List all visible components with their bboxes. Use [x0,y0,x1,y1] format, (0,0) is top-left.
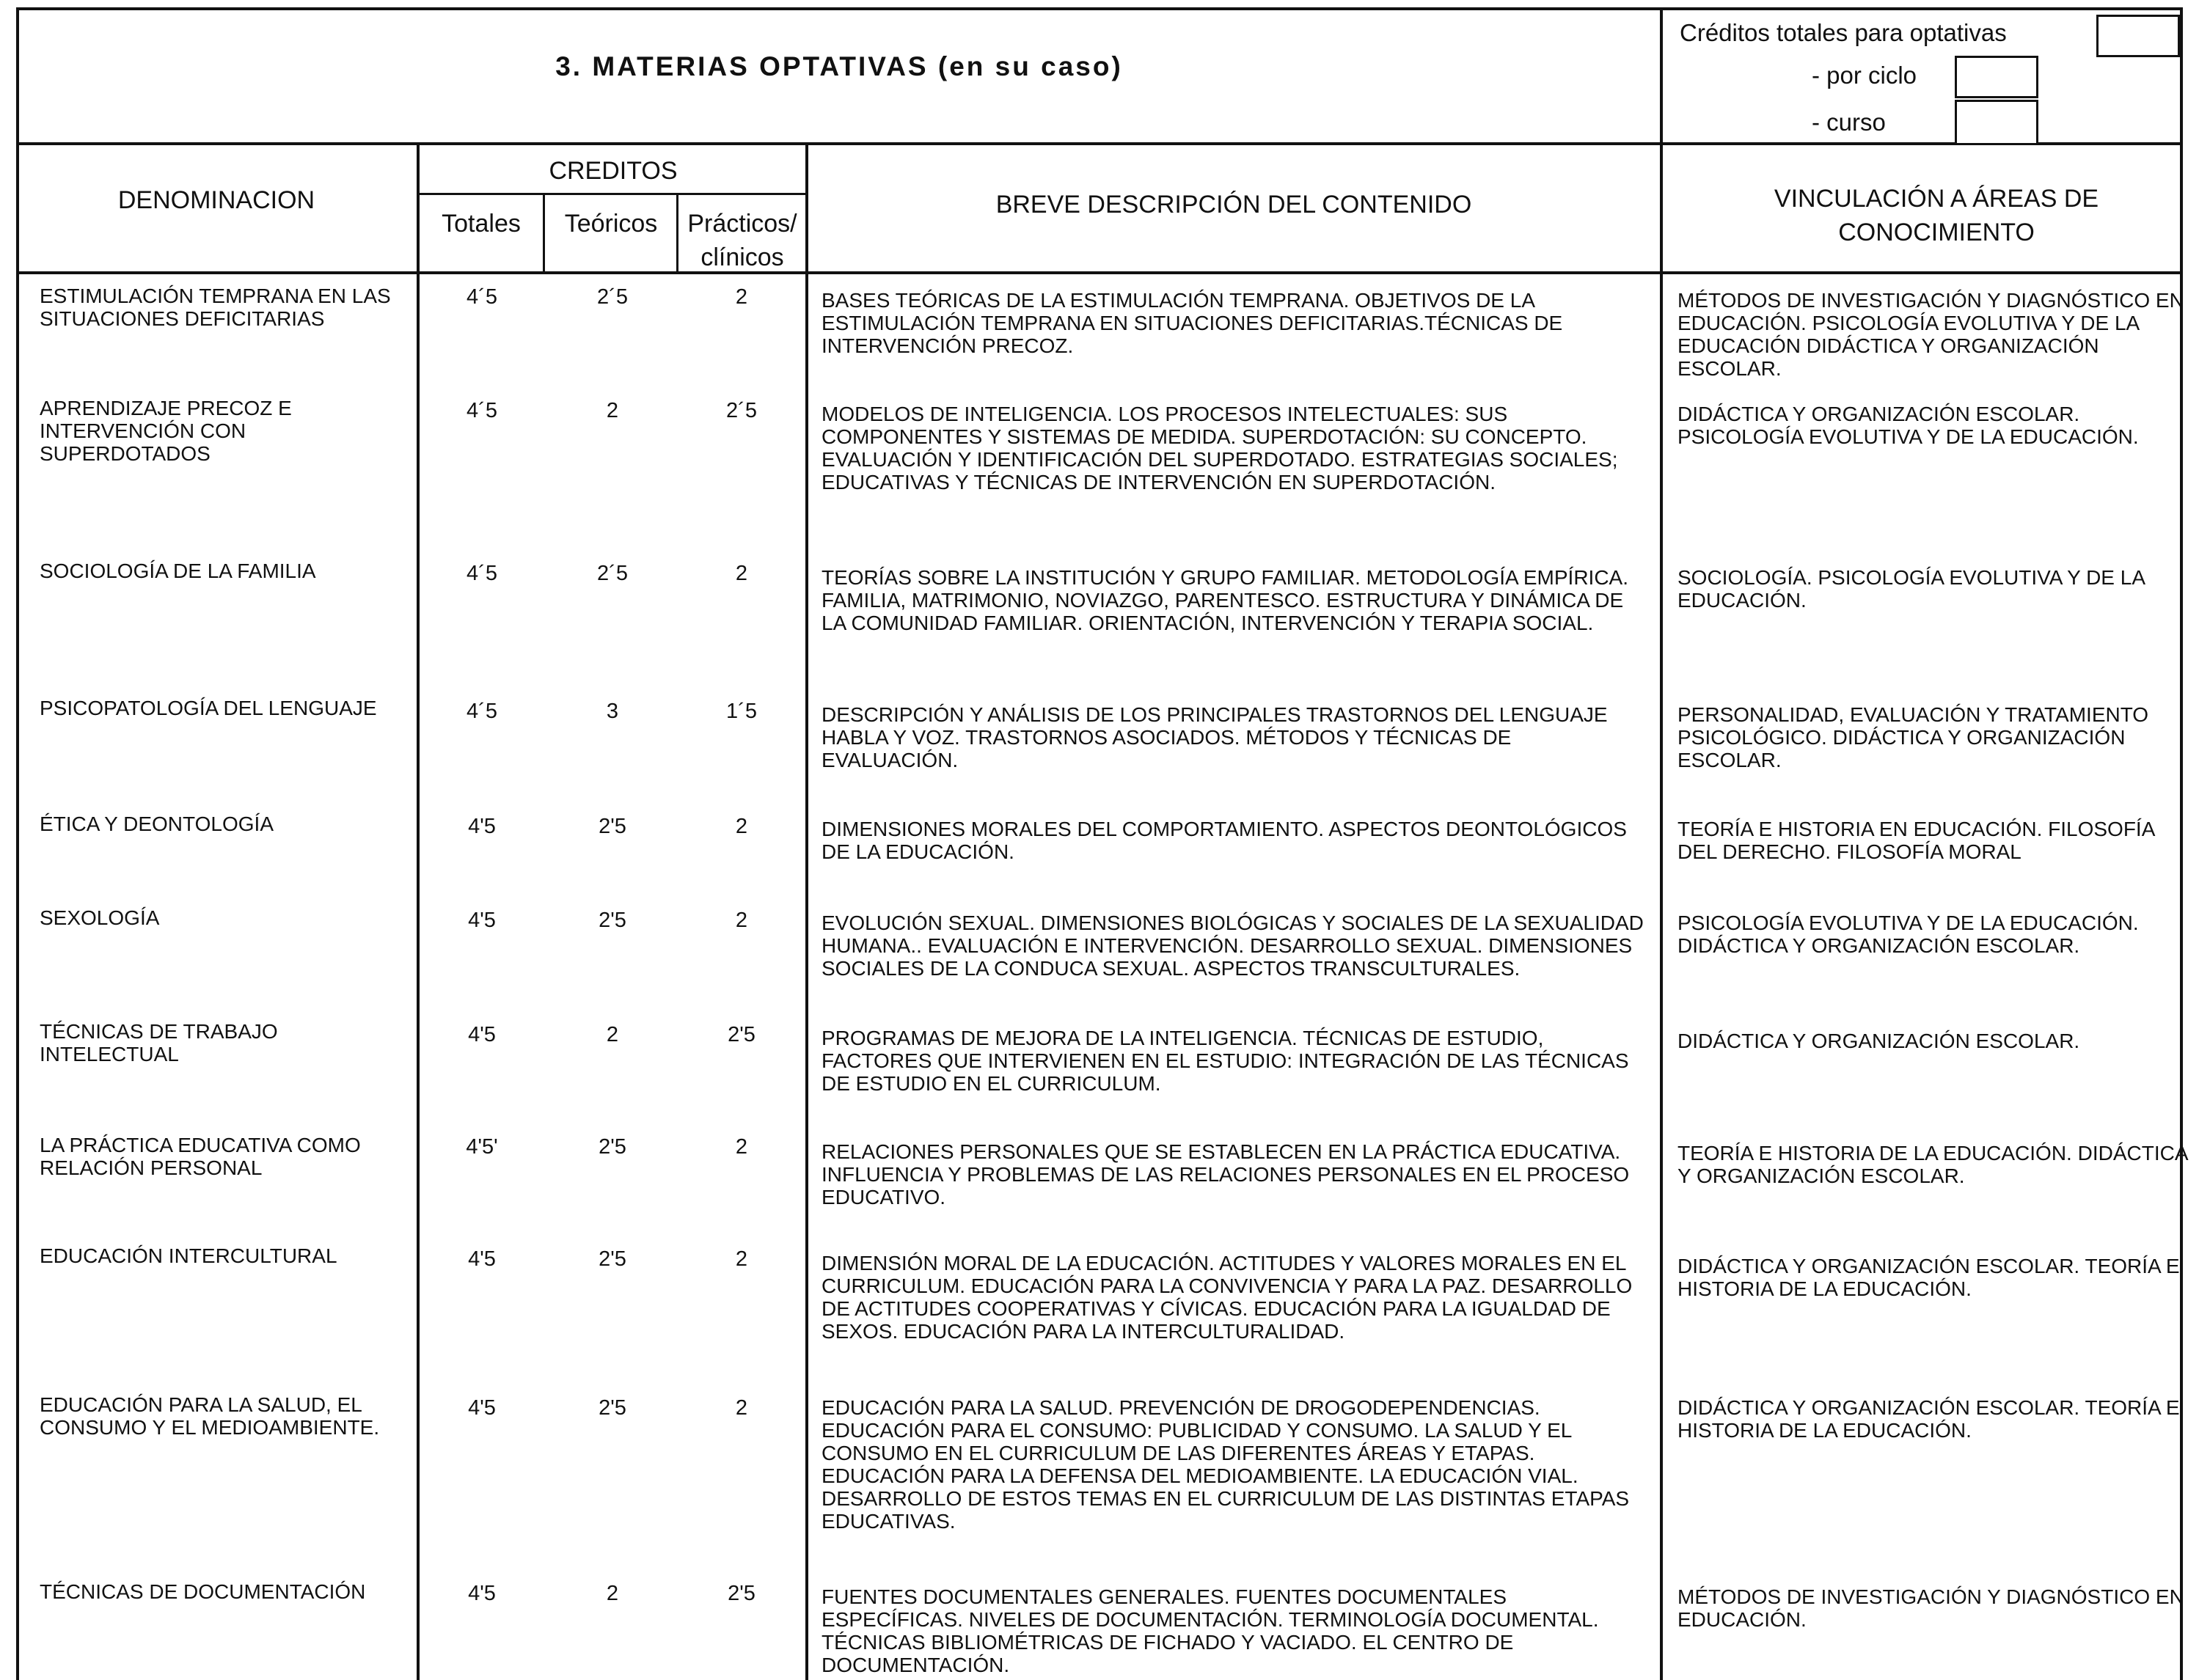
row-totales: 4'5' [466,1135,498,1159]
row-descripcion: DESCRIPCIÓN Y ANÁLISIS DE LOS PRINCIPALES TRASTORNOS DEL LENGUAJE HABLA Y VOZ. TRASTORNOS ASOCIADOS. MÉTODOS Y TÉCNICAS DE EVALUACIÓN. [822,703,1608,771]
row-descripcion: EVOLUCIÓN SEXUAL. DIMENSIONES BIOLÓGICAS Y SOCIALES DE LA SEXUALIDAD HUMANA.. EVALUACIÓN E INTERVENCIÓN. DESARROLLO SEXUAL. DIMENSIONES SOCIALES DE LA CONDUCA SEXUAL. ASPECTOS TRANSCULTURALES. [822,911,1644,980]
row-totales: 4'5 [468,1396,496,1420]
row-practicos: 2 [735,562,748,585]
row-practicos: 2 [735,1135,748,1159]
row-denominacion: TÉCNICAS DE TRABAJO INTELECTUAL [40,1020,278,1065]
creditos-subheader-line [420,193,807,195]
row-teoricos: 2 [606,1023,619,1046]
row-teoricos: 2 [606,1582,619,1605]
frame-top-line [16,7,2183,10]
row-descripcion: MODELOS DE INTELIGENCIA. LOS PROCESOS INTELECTUALES: SUS COMPONENTES Y SISTEMAS DE MEDIDA. SUPERDOTACIÓN: SU CONCEPTO. EVALUACIÓN Y IDENTIFICACIÓN DEL SUPERDOTADO. ESTRATEGIAS SOCIALES; EDUCATIVAS Y TÉCNICAS DE INTERVENCIÓN EN SUPERDOTACIÓN. [822,403,1618,494]
row-descripcion: DIMENSIONES MORALES DEL COMPORTAMIENTO. ASPECTOS DEONTOLÓGICOS DE LA EDUCACIÓN. [822,818,1627,863]
header-creditos: CREDITOS [549,157,678,185]
row-vinculacion: DIDÁCTICA Y ORGANIZACIÓN ESCOLAR. [1677,1030,2080,1052]
row-teoricos: 2´5 [597,285,628,309]
row-denominacion: EDUCACIÓN INTERCULTURAL [40,1244,337,1267]
row-descripcion: RELACIONES PERSONALES QUE SE ESTABLECEN EN LA PRÁCTICA EDUCATIVA. INFLUENCIA Y PROBLEMAS DE LAS RELACIONES PERSONALES EN EL PROCESO EDUCATIVO. [822,1140,1630,1208]
frame-left-line [16,7,19,1680]
row-vinculacion: DIDÁCTICA Y ORGANIZACIÓN ESCOLAR. PSICOLOGÍA EVOLUTIVA Y DE LA EDUCACIÓN. [1677,403,2139,448]
por-ciclo-label: - por ciclo [1812,62,1917,89]
row-totales: 4´5 [466,285,497,309]
row-vinculacion: DIDÁCTICA Y ORGANIZACIÓN ESCOLAR. TEORÍA E HISTORIA DE LA EDUCACIÓN. [1677,1396,2180,1442]
row-denominacion: ÉTICA Y DEONTOLOGÍA [40,813,274,835]
row-denominacion: PSICOPATOLOGÍA DEL LENGUAJE [40,697,377,719]
row-denominacion: TÉCNICAS DE DOCUMENTACIÓN [40,1580,366,1603]
row-vinculacion: MÉTODOS DE INVESTIGACIÓN Y DIAGNÓSTICO EN EDUCACIÓN. [1677,1585,2184,1631]
row-denominacion: SOCIOLOGÍA DE LA FAMILIA [40,560,316,582]
header-totales: Totales [442,210,521,238]
creditos-totales-label: Créditos totales para optativas [1680,19,2007,46]
row-practicos: 2´5 [726,399,757,422]
row-vinculacion: DIDÁCTICA Y ORGANIZACIÓN ESCOLAR. TEORÍA E HISTORIA DE LA EDUCACIÓN. [1677,1255,2180,1300]
row-totales: 4'5 [468,1023,496,1046]
header-bottom-line [16,142,2183,145]
row-denominacion: APRENDIZAJE PRECOZ E INTERVENCIÓN CON SUPERDOTADOS [40,397,292,465]
col-divider-denominacion [417,142,420,1680]
row-vinculacion: MÉTODOS DE INVESTIGACIÓN Y DIAGNÓSTICO EN EDUCACIÓN. PSICOLOGÍA EVOLUTIVA Y DE LA EDUCACIÓN DIDÁCTICA Y ORGANIZACIÓN ESCOLAR. [1677,289,2184,380]
row-practicos: 2'5 [728,1023,755,1046]
row-descripcion: DIMENSIÓN MORAL DE LA EDUCACIÓN. ACTITUDES Y VALORES MORALES EN EL CURRICULUM. EDUCACIÓN PARA LA CONVIVENCIA Y PARA LA PAZ. DESARROLLO DE ACTITUDES COOPERATIVAS Y CÍVICAS. EDUCACIÓN PARA LA IGUALDAD DE SEXOS. EDUCACIÓN PARA LA INTERCULTURALIDAD. [822,1252,1633,1343]
row-practicos: 2 [735,909,748,932]
row-descripcion: EDUCACIÓN PARA LA SALUD. PREVENCIÓN DE DROGODEPENDENCIAS. EDUCACIÓN PARA EL CONSUMO: PUBLICIDAD Y CONSUMO. LA SALUD Y EL CONSUMO EN EL CURRICULUM DE LAS DIFERENTES ÁREAS Y ETAPAS. EDUCACIÓN PARA LA DEFENSA DEL MEDIOAMBIENTE. LA EDUCACIÓN VIAL. DESARROLLO DE ESTOS TEMAS EN EL CURRICULUM DE LAS DISTINTAS ETAPAS EDUCATIVAS. [822,1396,1630,1533]
row-vinculacion: SOCIOLOGÍA. PSICOLOGÍA EVOLUTIVA Y DE LA EDUCACIÓN. [1677,566,2145,612]
row-denominacion: LA PRÁCTICA EDUCATIVA COMO RELACIÓN PERSONAL [40,1134,361,1179]
row-totales: 4'5 [468,815,496,838]
row-descripcion: PROGRAMAS DE MEJORA DE LA INTELIGENCIA. TÉCNICAS DE ESTUDIO, FACTORES QUE INTERVIENEN EN EL ESTUDIO: INTEGRACIÓN DE LAS TÉCNICAS DE ESTUDIO EN EL CURRICULUM. [822,1027,1629,1095]
row-descripcion: BASES TEÓRICAS DE LA ESTIMULACIÓN TEMPRANA. OBJETIVOS DE LA ESTIMULACIÓN TEMPRANA EN SITUACIONES DEFICITARIAS.TÉCNICAS DE INTERVENCIÓN PRECOZ. [822,289,1563,357]
curso-box [1955,100,2038,145]
col-divider-descripcion [805,142,808,1680]
row-descripcion: TEORÍAS SOBRE LA INSTITUCIÓN Y GRUPO FAMILIAR. METODOLOGÍA EMPÍRICA. FAMILIA, MATRIMONIO, NOVIAZGO, PARENTESCO. ESTRUCTURA Y DINÁMICA DE LA COMUNIDAD FAMILIAR. ORIENTACIÓN, INTERVENCIÓN Y TERAPIA SOCIAL. [822,566,1629,634]
row-totales: 4´5 [466,562,497,585]
row-denominacion: ESTIMULACIÓN TEMPRANA EN LAS SITUACIONES DEFICITARIAS [40,285,391,330]
row-practicos: 2 [735,815,748,838]
row-vinculacion: TEORÍA E HISTORIA DE LA EDUCACIÓN. DIDÁCTICA Y ORGANIZACIÓN ESCOLAR. [1677,1142,2187,1187]
header-denominacion: DENOMINACION [117,186,315,214]
row-denominacion: SEXOLOGÍA [40,906,160,929]
row-teoricos: 2'5 [599,815,626,838]
header-practicos: Prácticos/ clínicos [687,210,797,271]
row-totales: 4'5 [468,1582,496,1605]
row-denominacion: EDUCACIÓN PARA LA SALUD, EL CONSUMO Y EL MEDIOAMBIENTE. [40,1393,380,1439]
row-practicos: 2 [735,1247,748,1271]
row-vinculacion: PERSONALIDAD, EVALUACIÓN Y TRATAMIENTO PSICOLÓGICO. DIDÁCTICA Y ORGANIZACIÓN ESCOLAR. [1677,703,2149,771]
column-header-bottom-line [16,271,2183,274]
col-divider-header-right [1660,7,1663,1680]
row-practicos: 2 [735,1396,748,1420]
row-vinculacion: TEORÍA E HISTORIA EN EDUCACIÓN. FILOSOFÍA DEL DERECHO. FILOSOFÍA MORAL [1677,818,2154,863]
row-teoricos: 2'5 [599,909,626,932]
page-title: 3. MATERIAS OPTATIVAS (en su caso) [555,51,1123,81]
curso-label: - curso [1812,109,1886,136]
row-teoricos: 2'5 [599,1247,626,1271]
row-practicos: 1´5 [726,700,757,723]
row-totales: 4'5 [468,909,496,932]
row-teoricos: 2'5 [599,1135,626,1159]
row-teoricos: 2´5 [597,562,628,585]
row-totales: 4'5 [468,1247,496,1271]
header-descripcion: BREVE DESCRIPCIÓN DEL CONTENIDO [995,191,1472,219]
header-vinculacion: VINCULACIÓN A ÁREAS DE CONOCIMIENTO [1774,185,2099,246]
row-teoricos: 2 [606,399,619,422]
row-totales: 4´5 [466,700,497,723]
row-vinculacion: PSICOLOGÍA EVOLUTIVA Y DE LA EDUCACIÓN. DIDÁCTICA Y ORGANIZACIÓN ESCOLAR. [1677,911,2139,957]
por-ciclo-box [1955,56,2038,98]
creditos-totales-box [2096,15,2180,57]
row-practicos: 2'5 [728,1582,755,1605]
row-teoricos: 2'5 [599,1396,626,1420]
header-teoricos: Teóricos [564,210,658,238]
row-practicos: 2 [735,285,748,309]
row-descripcion: FUENTES DOCUMENTALES GENERALES. FUENTES DOCUMENTALES ESPECÍFICAS. NIVELES DE DOCUMENTACIÓN. TERMINOLOGÍA DOCUMENTAL. TÉCNICAS BIBLIOMÉTRICAS DE FICHADO Y VACIADO. EL CENTRO DE DOCUMENTACIÓN. [822,1585,1599,1676]
row-totales: 4´5 [466,399,497,422]
row-teoricos: 3 [606,700,619,723]
